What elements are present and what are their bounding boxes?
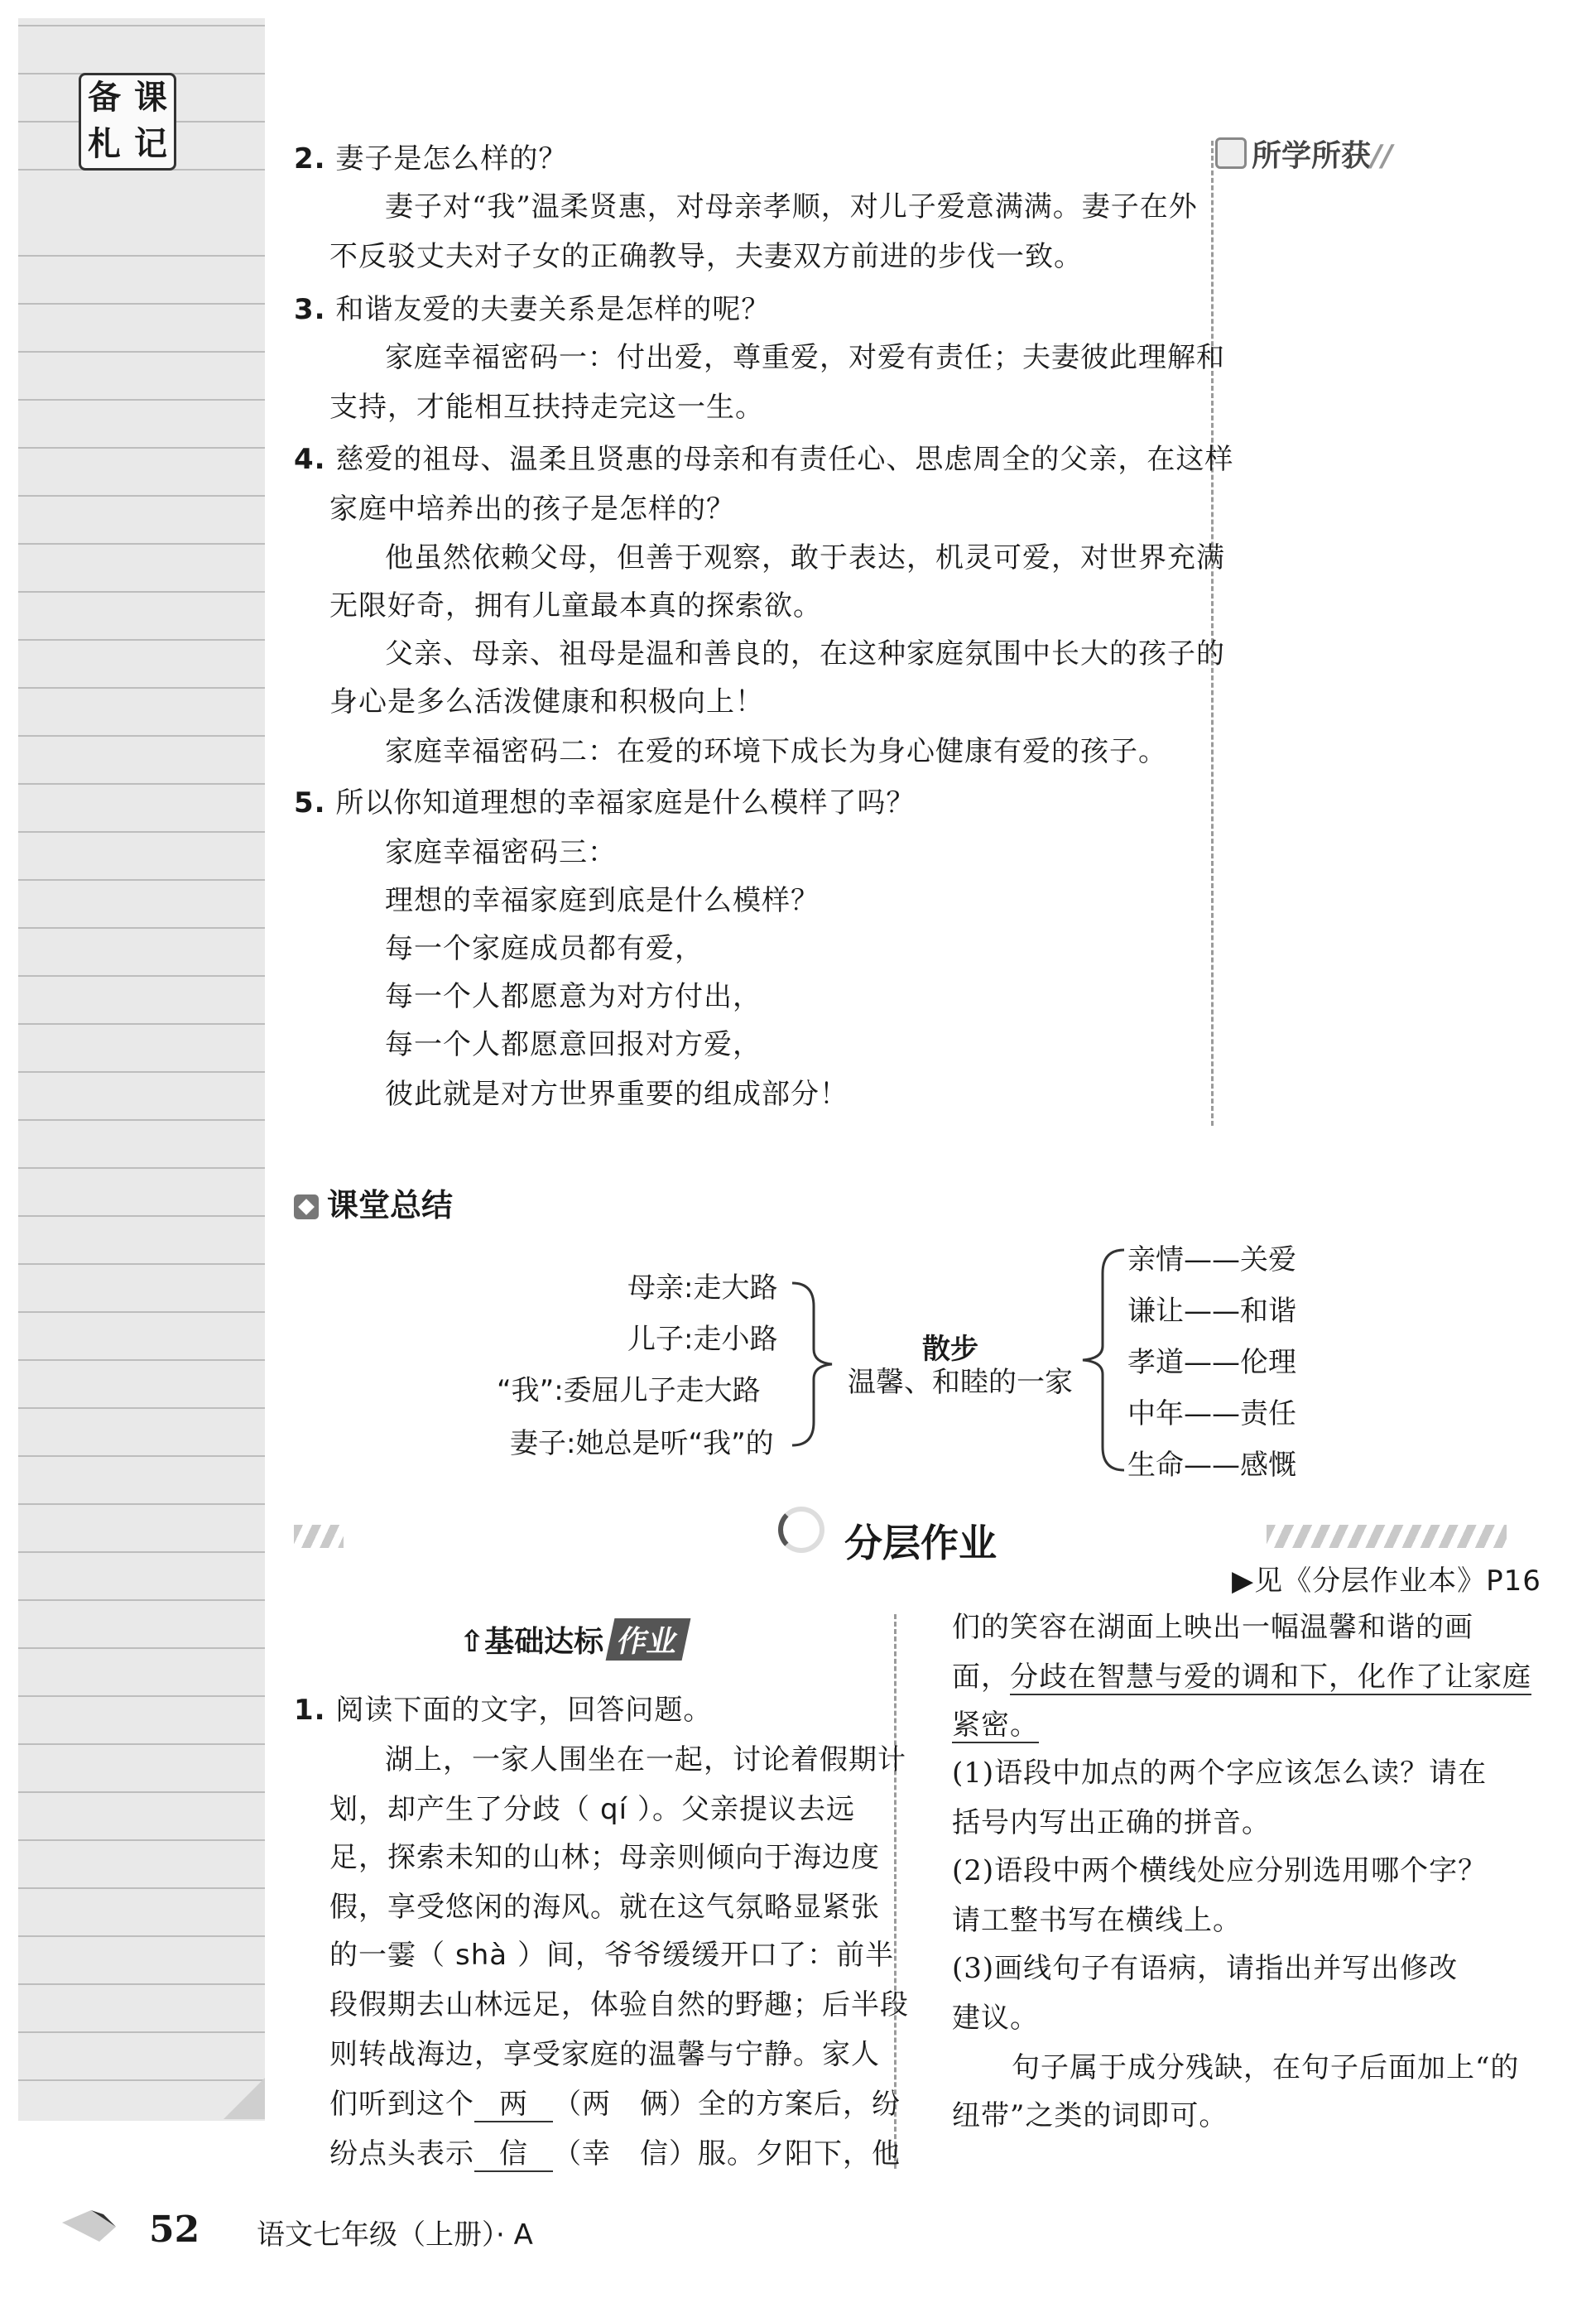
answer-line: 家庭幸福密码一：付出爱，尊重爱，对爱有责任；夫妻彼此理解和 bbox=[385, 341, 1225, 374]
sub-question-3-cont: 建议。 bbox=[952, 2002, 1039, 2035]
sub-question-1: (1)语段中加点的两个字应该怎么读？请在 bbox=[952, 1757, 1488, 1790]
mindmap-right-item: 中年——责任 bbox=[1127, 1397, 1296, 1430]
answer-line: 家庭幸福密码二：在爱的环境下成长为身心健康有爱的孩子。 bbox=[385, 735, 1167, 768]
answer-line: 父亲、母亲、祖母是温和善良的，在这种家庭氛围中长大的孩子的 bbox=[385, 637, 1225, 671]
mindmap-right-item: 亲情——关爱 bbox=[1127, 1243, 1296, 1276]
passage-line: 们的笑容在湖面上映出一幅温馨和谐的画 bbox=[952, 1611, 1473, 1644]
passage-line: 足，探索未知的山林；母亲则倾向于海边度 bbox=[329, 1841, 880, 1874]
passage-line: 紧密。 bbox=[952, 1709, 1039, 1742]
mindmap-right-item: 孝道——伦理 bbox=[1127, 1346, 1296, 1379]
fill-blank: 信 bbox=[474, 2137, 553, 2172]
answer-line: 彼此就是对方世界重要的组成部分！ bbox=[385, 1078, 848, 1111]
suoxue-header: 所学所获// bbox=[1215, 132, 1392, 175]
sub-question-2: (2)语段中两个横线处应分别选用哪个字？ bbox=[952, 1854, 1488, 1887]
notes-sidebar bbox=[18, 18, 265, 2121]
sub-question-2-cont: 请工整书写在横线上。 bbox=[952, 1904, 1242, 1937]
answer-line: 支持，才能相互扶持走完这一生。 bbox=[329, 391, 764, 424]
homework-reference: ▶见《分层作业本》P16 bbox=[1232, 1565, 1541, 1598]
basic-section-title: ⇧基础达标 作业 bbox=[459, 1618, 686, 1661]
passage-line: 则转战海边，享受家庭的温馨与宁静。家人 bbox=[329, 2038, 880, 2071]
answer-line: 理想的幸福家庭到底是什么模样？ bbox=[385, 884, 820, 917]
question-4-cont: 家庭中培养出的孩子是怎样的？ bbox=[329, 493, 735, 526]
banner-circle-icon bbox=[778, 1507, 824, 1553]
fill-blank: 两 bbox=[474, 2088, 553, 2122]
passage-line: 湖上，一家人围坐在一起，讨论着假期计 bbox=[385, 1743, 906, 1776]
answer-line: 家庭幸福密码三： bbox=[385, 836, 617, 869]
answer-line: 他虽然依赖父母，但善于观察，敢于表达，机灵可爱，对世界充满 bbox=[385, 541, 1225, 574]
passage-line: 纷点头表示 信 （幸 信）服。夕阳下，他 bbox=[329, 2137, 901, 2170]
pinyin-answer: qí bbox=[600, 1793, 628, 1826]
question-5: 5. 所以你知道理想的幸福家庭是什么模样了吗？ bbox=[294, 786, 916, 820]
question-2: 2. 妻子是怎么样的？ bbox=[294, 142, 568, 175]
passage-line: 划，却产生了分歧（ qí ）。父亲提议去远 bbox=[329, 1793, 856, 1826]
mindmap-right-item: 生命——感慨 bbox=[1127, 1449, 1296, 1482]
mindmap-right-item: 谦让——和谐 bbox=[1127, 1295, 1296, 1328]
mindmap-left-item: 儿子:走小路 bbox=[627, 1323, 778, 1356]
left-brace bbox=[791, 1281, 840, 1447]
page-number: 52 bbox=[149, 2209, 200, 2251]
right-brace bbox=[1076, 1248, 1126, 1472]
corner-mark-icon bbox=[58, 2202, 132, 2243]
passage-line: 的一霎（ shà ）间，爷爷缓缓开口了：前半 bbox=[329, 1939, 895, 1972]
banner-stripes bbox=[1267, 1525, 1507, 1548]
summary-title: 课堂总结 bbox=[294, 1180, 453, 1225]
answer-line: 每一个家庭成员都有爱， bbox=[385, 932, 704, 965]
passage-line: 段假期去山林远足，体验自然的野趣；后半段 bbox=[329, 1988, 909, 2021]
sub-question-1-cont: 括号内写出正确的拼音。 bbox=[952, 1806, 1271, 1839]
mindmap-center-sub: 温馨、和睦的一家 bbox=[848, 1366, 1073, 1399]
answer-line: 妻子对“我”温柔贤惠，对母亲孝顺，对儿子爱意满满。妻子在外 bbox=[385, 190, 1198, 224]
mindmap-left-item: “我”:委屈儿子走大路 bbox=[497, 1374, 761, 1407]
question-4: 4. 慈爱的祖母、温柔且贤惠的母亲和有责任心、思虑周全的父亲，在这样 bbox=[294, 443, 1234, 476]
pencil-icon bbox=[294, 1194, 319, 1219]
page-fold-corner bbox=[224, 2078, 265, 2119]
sub-question-3: (3)画线句子有语病，请指出并写出修改 bbox=[952, 1952, 1459, 1985]
passage-line: 面，分歧在智慧与爱的调和下，化作了让家庭 bbox=[952, 1661, 1531, 1694]
beike-zhaji-logo: 备 课 札 记 bbox=[79, 73, 176, 171]
margin-divider bbox=[1211, 141, 1214, 1126]
mindmap-left-item: 母亲:走大路 bbox=[627, 1271, 778, 1305]
answer-line: 每一个人都愿意为对方付出， bbox=[385, 980, 762, 1013]
answer-line: 身心是多么活泼健康和积极向上！ bbox=[329, 685, 764, 719]
passage-line: 假，享受悠闲的海风。就在这气氛略显紧张 bbox=[329, 1891, 880, 1924]
answer-line: 每一个人都愿意回报对方爱， bbox=[385, 1028, 762, 1061]
book-subject: 语文七年级（上册）· A bbox=[257, 2218, 533, 2252]
answer-line: 纽带”之类的词即可。 bbox=[952, 2099, 1228, 2132]
answer-line: 句子属于成分残缺，在句子后面加上“的 bbox=[1012, 2051, 1520, 2084]
mindmap-center-title: 散步 bbox=[922, 1333, 978, 1366]
pinyin-answer: shà bbox=[455, 1939, 508, 1972]
question-3: 3. 和谐友爱的夫妻关系是怎样的呢？ bbox=[294, 293, 771, 326]
answer-line: 不反驳丈夫对子女的正确教导，夫妻双方前进的步伐一致。 bbox=[329, 240, 1083, 273]
thumb-icon bbox=[1215, 137, 1247, 169]
mindmap-left-item: 妻子:她总是听“我”的 bbox=[510, 1427, 774, 1460]
answer-line: 无限好奇，拥有儿童最本真的探索欲。 bbox=[329, 589, 822, 622]
banner-stripes bbox=[294, 1525, 344, 1548]
homework-title: 分层作业 bbox=[844, 1521, 997, 1565]
homework-q1: 1. 阅读下面的文字，回答问题。 bbox=[294, 1694, 713, 1727]
passage-line: 们听到这个 两 （两 俩）全的方案后，纷 bbox=[329, 2088, 901, 2121]
arrow-up-icon: ⇧ bbox=[459, 1625, 485, 1659]
